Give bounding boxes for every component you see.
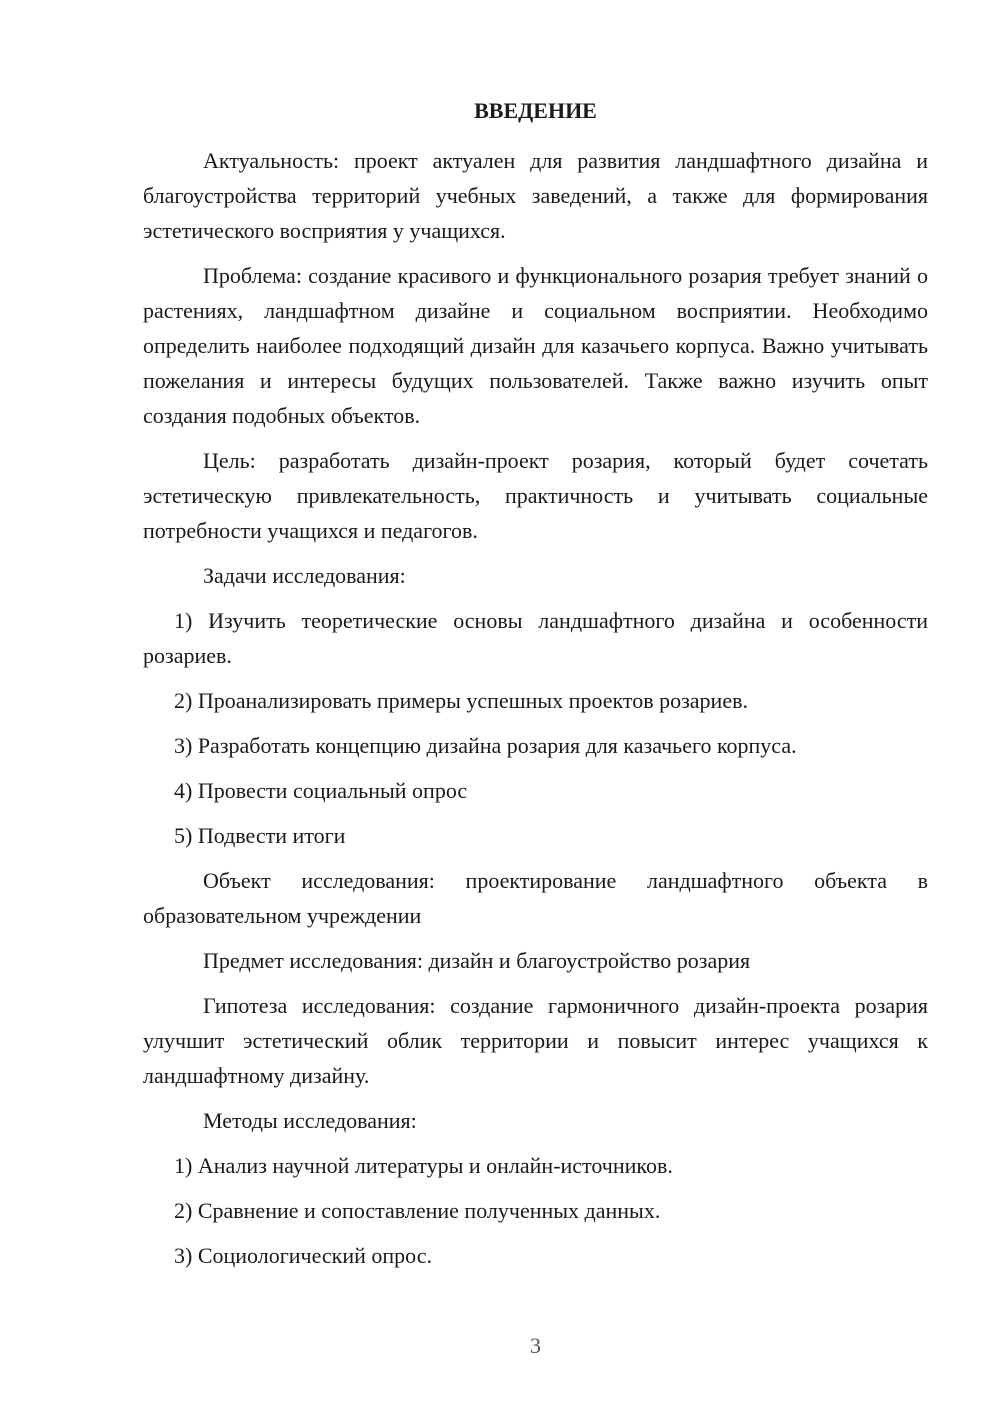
paragraph-object: Объект исследования: проектирование ландшафтного объекта в образовательном учреждении <box>143 868 928 928</box>
paragraph-problem: Проблема: создание красивого и функционального розария требует знаний о растениях, ландшафтном дизайне и социальном восприятии. Необходимо определить наиболее подходящий дизайн для казачьего корпуса. Важно учитывать пожелания и интересы будущих пользователей. Также важно изучить опыт создания подобных объектов. <box>143 263 928 428</box>
method-item-3: 3) Социологический опрос. <box>174 1243 432 1268</box>
page-number: 3 <box>530 1333 541 1358</box>
task-item-2: 2) Проанализировать примеры успешных проектов розариев. <box>174 688 748 713</box>
document-body <box>143 143 928 1283</box>
paragraph-relevance: Актуальность: проект актуален для развития ландшафтного дизайна и благоустройства территорий учебных заведений, а также для формирования эстетического восприятия у учащихся. <box>143 148 928 243</box>
paragraph-hypothesis: Гипотеза исследования: создание гармоничного дизайн-проекта розария улучшит эстетический облик территории и повысит интерес учащихся к ландшафтному дизайну. <box>143 993 928 1088</box>
task-item-1: 1) Изучить теоретические основы ландшафтного дизайна и особенности розариев. <box>143 608 928 668</box>
task-item-4: 4) Провести социальный опрос <box>174 778 468 803</box>
document-page <box>143 0 928 1414</box>
paragraph-methods-heading: Методы исследования: <box>203 1108 417 1133</box>
paragraph-goal: Цель: разработать дизайн-проект розария, который будет сочетать эстетическую привлекательность, практичность и учитывать социальные потребности учащихся и педагогов. <box>143 448 928 543</box>
method-item-1: 1) Анализ научной литературы и онлайн-источников. <box>174 1153 673 1178</box>
task-item-3: 3) Разработать концепцию дизайна розария для казачьего корпуса. <box>174 733 797 758</box>
page-title: ВВЕДЕНИЕ <box>474 98 597 123</box>
method-item-2: 2) Сравнение и сопоставление полученных данных. <box>174 1198 661 1223</box>
paragraph-tasks-heading: Задачи исследования: <box>203 563 406 588</box>
task-item-5: 5) Подвести итоги <box>174 823 346 848</box>
paragraph-subject: Предмет исследования: дизайн и благоустройство розария <box>203 948 751 973</box>
